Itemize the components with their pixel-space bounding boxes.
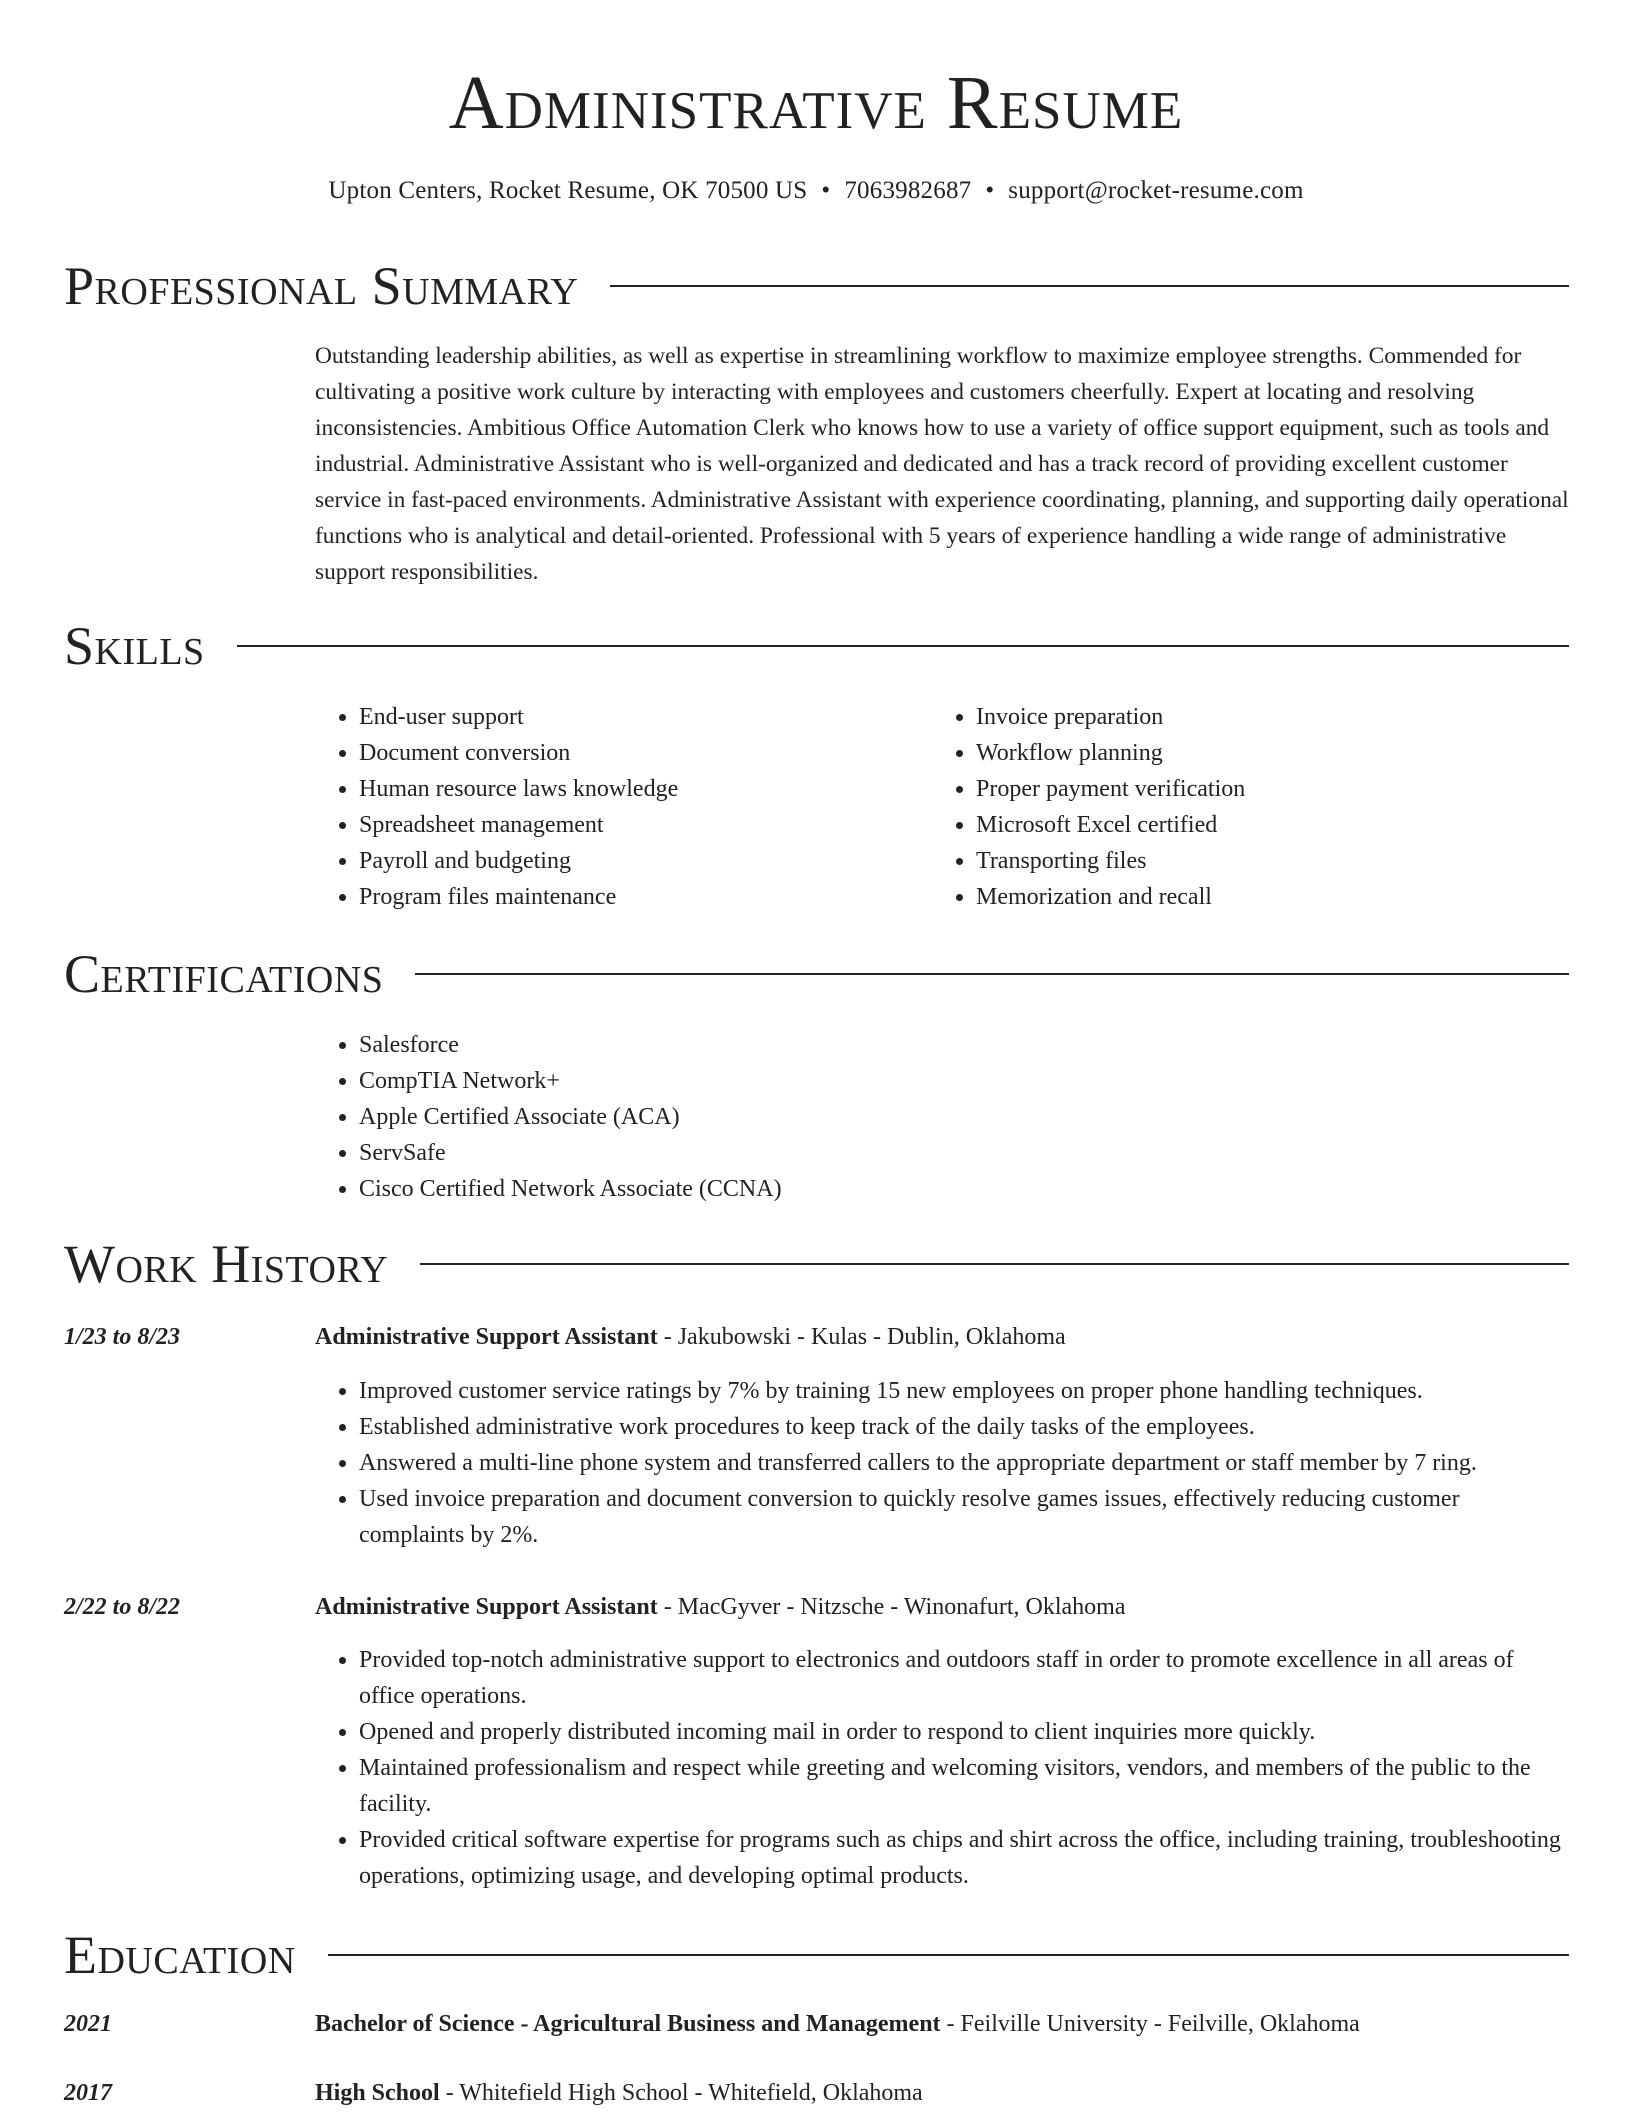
job-employer: - MacGyver - Nitzsche - Winonafurt, Oklahoma — [657, 1594, 1126, 1620]
job-heading — [315, 1589, 1125, 1625]
resume-title: Administrative Resume — [448, 61, 1184, 145]
job-bullet: • Provided top-notch administrative support to electronics and outdoors staff in order to promote excellence in all areas of office operations. — [359, 1642, 1570, 1714]
education-year: 2017 — [64, 2080, 112, 2106]
certifications-list — [315, 1027, 1559, 1207]
skill-item: • Document conversion — [359, 735, 919, 771]
skill-item: • Invoice preparation — [976, 699, 1576, 735]
section-divider — [610, 285, 1569, 287]
certification-item: • ServSafe — [359, 1135, 1559, 1171]
job-dates: 2/22 to 8/22 — [64, 1594, 181, 1620]
section-skills — [64, 614, 1569, 678]
job-bullet: • Used invoice preparation and document conversion to quickly resolve games issues, effectively reducing customer complaints by 2%. — [359, 1481, 1570, 1553]
skill-item: • Microsoft Excel certified — [976, 807, 1576, 843]
education-degree: High School — [315, 2080, 440, 2106]
section-education — [64, 1923, 1569, 1987]
skill-item: • Workflow planning — [976, 735, 1576, 771]
job-dates: 1/23 to 8/23 — [64, 1324, 181, 1350]
section-divider — [328, 1954, 1569, 1956]
certification-item: • Salesforce — [359, 1027, 1559, 1063]
certification-item: • Apple Certified Associate (ACA) — [359, 1099, 1559, 1135]
job-bullets — [315, 1642, 1570, 1894]
summary-text: Outstanding leadership abilities, as well as expertise in streamlining workflow to maximize employee strengths. Commended for cultivating a positive work culture by interacting with employees and customers cheerfully. Expert at locating and resolving inconsistencies. Ambitious Office Automation Clerk who knows how to use a variety of office support equipment, such as tools and industrial. Administrative Assistant who is well-organized and dedicated and has a track record of providing excellent customer service in fast-paced environments. Administrative Assistant with experience coordinating, planning, and supporting daily operational functions who is analytical and detail-oriented. Professional with 5 years of experience handling a wide range of administrative support responsibilities. — [315, 343, 1569, 585]
contact-line — [0, 174, 1632, 208]
skill-item: • Spreadsheet management — [359, 807, 919, 843]
education-school: - Feilville University - Feilville, Oklahoma — [940, 2011, 1360, 2037]
skill-item: • Payroll and budgeting — [359, 843, 919, 879]
skill-item: • End-user support — [359, 699, 919, 735]
job-bullet: • Provided critical software expertise for programs such as chips and shirt across the office, including training, troubleshooting operations, optimizing usage, and developing optimal products. — [359, 1822, 1570, 1894]
skill-item: • Proper payment verification — [976, 771, 1576, 807]
skill-item: • Human resource laws knowledge — [359, 771, 919, 807]
section-professional-summary — [64, 254, 1569, 318]
section-certifications — [64, 942, 1569, 1006]
skill-item: • Transporting files — [976, 843, 1576, 879]
job-heading — [315, 1319, 1066, 1355]
section-title: Certifications — [64, 944, 384, 1004]
job-title: Administrative Support Assistant — [315, 1594, 658, 1620]
section-title: Work History — [64, 1234, 389, 1294]
skill-item: • Memorization and recall — [976, 879, 1576, 915]
section-title: Professional Summary — [64, 256, 579, 316]
section-divider — [420, 1263, 1569, 1265]
skill-item: • Program files maintenance — [359, 879, 919, 915]
section-divider — [415, 973, 1569, 975]
section-work-history — [64, 1232, 1569, 1296]
contact-phone: 7063982687 — [844, 177, 972, 204]
contact-separator: • — [985, 177, 995, 204]
section-title: Education — [64, 1925, 296, 1985]
education-year: 2021 — [64, 2011, 112, 2037]
job-bullets — [315, 1373, 1570, 1553]
certification-item: • CompTIA Network+ — [359, 1063, 1559, 1099]
job-employer: - Jakubowski - Kulas - Dublin, Oklahoma — [657, 1324, 1066, 1350]
job-bullet: • Improved customer service ratings by 7% by training 15 new employees on proper phone handling techniques. — [359, 1373, 1570, 1409]
contact-email: support@rocket-resume.com — [1008, 177, 1304, 204]
skills-list-right — [932, 699, 1576, 915]
job-bullet: • Opened and properly distributed incoming mail in order to respond to client inquiries more quickly. — [359, 1714, 1570, 1750]
education-school: - Whitefield High School - Whitefield, Oklahoma — [439, 2080, 923, 2106]
contact-address: Upton Centers, Rocket Resume, OK 70500 US — [328, 177, 808, 204]
skills-list-left — [315, 699, 919, 915]
job-bullet: • Maintained professionalism and respect while greeting and welcoming visitors, vendors, and members of the public to the facility. — [359, 1750, 1570, 1822]
section-title: Skills — [64, 616, 205, 676]
job-title: Administrative Support Assistant — [315, 1324, 658, 1350]
education-entry — [315, 2075, 923, 2111]
education-degree: Bachelor of Science - Agricultural Business and Management — [315, 2011, 941, 2037]
contact-separator: • — [821, 177, 831, 204]
job-bullet: • Answered a multi-line phone system and transferred callers to the appropriate department or staff member by 7 ring. — [359, 1445, 1570, 1481]
education-entry — [315, 2006, 1360, 2042]
job-bullet: • Established administrative work procedures to keep track of the daily tasks of the employees. — [359, 1409, 1570, 1445]
section-divider — [237, 645, 1569, 647]
certification-item: • Cisco Certified Network Associate (CCNA) — [359, 1171, 1559, 1207]
